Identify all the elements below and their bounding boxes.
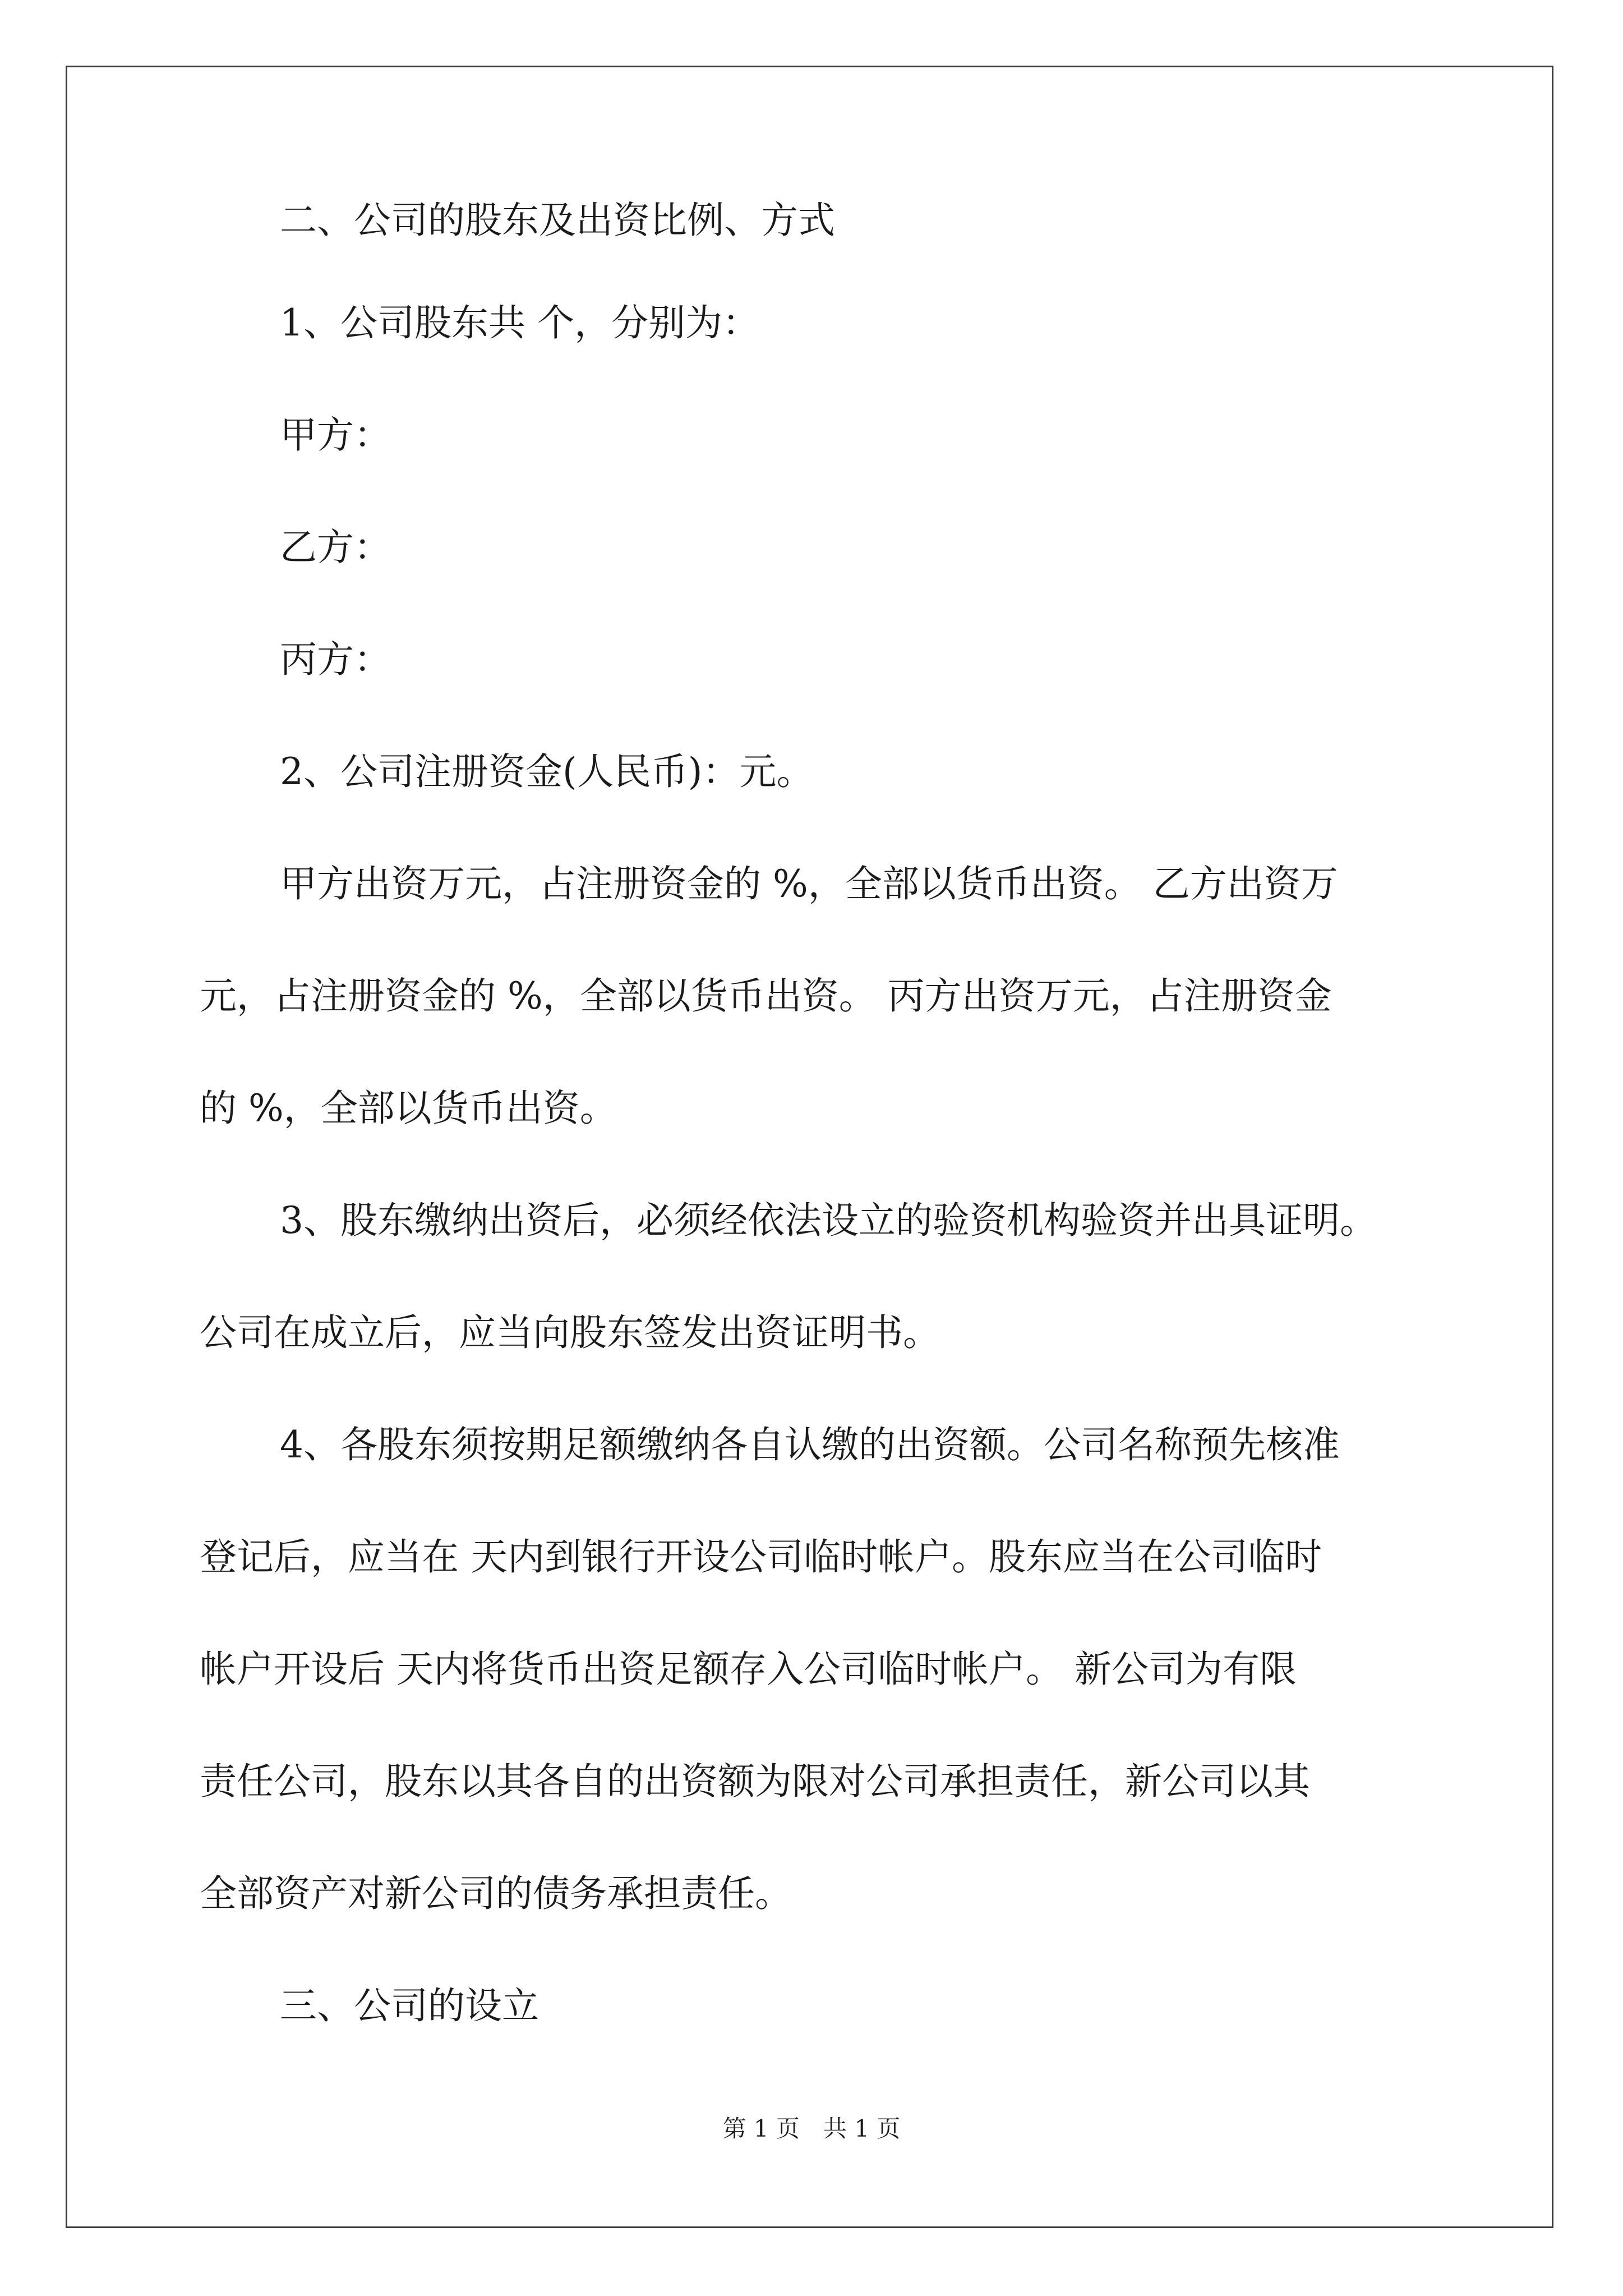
- page-footer: 第 1 页 共 1 页: [722, 2115, 901, 2142]
- party-a-line: 甲方：: [280, 413, 391, 457]
- paragraph-contributions: 甲方出资万元，占注册资金的 %，全部以货币出资。 乙方出资万 元，占注册资金的 %，全部以货币出资。 丙方出资万元，占注册资金 的 %，全部以货币出资。: [200, 862, 1338, 1130]
- party-b-line: 乙方：: [280, 526, 391, 569]
- paragraph-capital-verification: 3、股东缴纳出资后，必须经依法设立的验资机构验资并出具证明。 公司在成立后，应当向股东签发出资证明书。: [200, 1199, 1377, 1354]
- paragraph-shareholder-count: 1、公司股东共 个，分别为：: [280, 301, 759, 344]
- section-heading-3: 三、公司的设立: [280, 1984, 539, 2027]
- paragraph-payment-terms: 4、各股东须按期足额缴纳各自认缴的出资额。公司名称预先核准 登记后，应当在 天内到银行开设公司临时帐户。股东应当在公司临时 帐户开设后 天内将货币出资足额存入公司临时帐户。 新公司为有限 责任公司，股东以其各自的出资额为限对公司承担责任，新公司以其 全部资产对新公司的债务承担责任。: [200, 1423, 1340, 1915]
- party-c-line: 丙方：: [280, 638, 391, 681]
- paragraph-registered-capital: 2、公司注册资金(人民币)：元。: [280, 750, 814, 793]
- section-heading-2: 二、公司的股东及出资比例、方式: [280, 199, 835, 242]
